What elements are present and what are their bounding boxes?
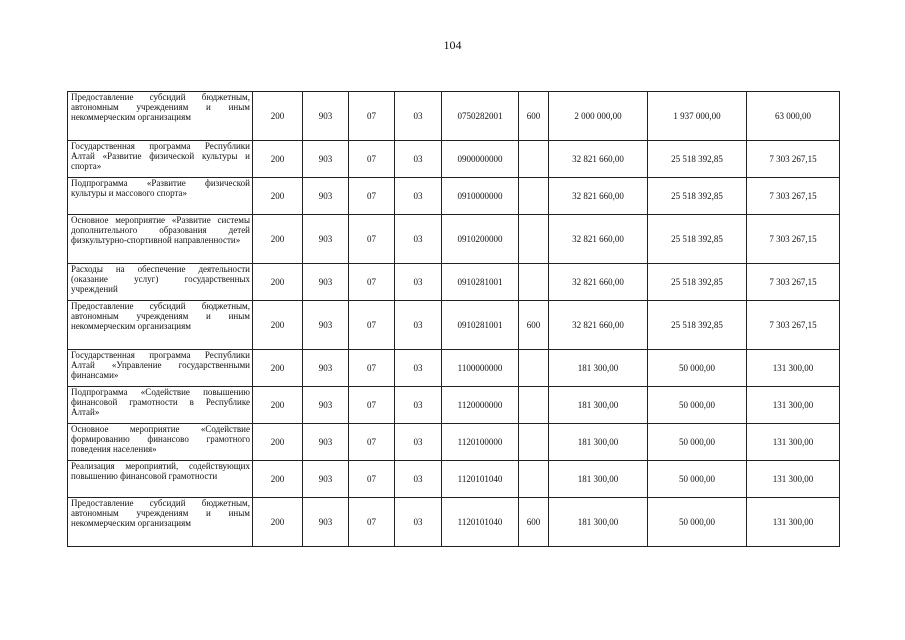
table-row bbox=[68, 301, 840, 350]
row-name: Расходы на обеспечение деятельности (оказание услуг) государственных учреждений bbox=[68, 264, 253, 301]
grbs-code: 200 bbox=[253, 141, 303, 178]
section-code: 07 bbox=[349, 387, 395, 424]
grbs-code: 200 bbox=[253, 461, 303, 498]
subsection-code: 03 bbox=[395, 301, 442, 350]
subsection-code: 03 bbox=[395, 92, 442, 141]
expense-type-code bbox=[519, 141, 549, 178]
expense-type-code: 600 bbox=[519, 92, 549, 141]
difference-amount: 7 303 267,15 bbox=[747, 301, 840, 350]
plan-amount: 181 300,00 bbox=[549, 498, 648, 547]
expense-type-code bbox=[519, 178, 549, 215]
plan-amount: 181 300,00 bbox=[549, 387, 648, 424]
row-name: Предоставление субсидий бюджетным, автономным учреждениям и иным некоммерческим организациям bbox=[68, 301, 253, 350]
plan-amount: 32 821 660,00 bbox=[549, 215, 648, 264]
row-name: Подпрограмма «Содействие повышению финансовой грамотности в Республике Алтай» bbox=[68, 387, 253, 424]
row-name: Государственная программа Республики Алтай «Управление государственными финансами» bbox=[68, 350, 253, 387]
grbs-code: 200 bbox=[253, 215, 303, 264]
plan-amount: 181 300,00 bbox=[549, 424, 648, 461]
table-row bbox=[68, 424, 840, 461]
section-code: 07 bbox=[349, 92, 395, 141]
row-name: Подпрограмма «Развитие физической культуры и массового спорта» bbox=[68, 178, 253, 215]
target-article-code: 0910281001 bbox=[442, 301, 519, 350]
page-number: 104 bbox=[443, 38, 462, 52]
row-name: Реализация мероприятий, содействующих повышению финансовой грамотности bbox=[68, 461, 253, 498]
table-row bbox=[68, 387, 840, 424]
subsection-code: 03 bbox=[395, 178, 442, 215]
target-article-code: 1100000000 bbox=[442, 350, 519, 387]
admin-code: 903 bbox=[303, 498, 349, 547]
row-name: Предоставление субсидий бюджетным, автономным учреждениям и иным некоммерческим организациям bbox=[68, 498, 253, 547]
row-name: Основное мероприятие «Содействие формированию финансово грамотного поведения населения» bbox=[68, 424, 253, 461]
row-name: Основное мероприятие «Развитие системы дополнительного образования детей физкультурно-спортивной направленности» bbox=[68, 215, 253, 264]
grbs-code: 200 bbox=[253, 301, 303, 350]
fact-amount: 25 518 392,85 bbox=[648, 301, 747, 350]
table-row bbox=[68, 178, 840, 215]
plan-amount: 32 821 660,00 bbox=[549, 178, 648, 215]
difference-amount: 131 300,00 bbox=[747, 387, 840, 424]
table-row bbox=[68, 264, 840, 301]
admin-code: 903 bbox=[303, 424, 349, 461]
table-row bbox=[68, 461, 840, 498]
fact-amount: 25 518 392,85 bbox=[648, 141, 747, 178]
target-article-code: 0910200000 bbox=[442, 215, 519, 264]
target-article-code: 0910000000 bbox=[442, 178, 519, 215]
subsection-code: 03 bbox=[395, 264, 442, 301]
section-code: 07 bbox=[349, 141, 395, 178]
difference-amount: 7 303 267,15 bbox=[747, 178, 840, 215]
table-row bbox=[68, 215, 840, 264]
subsection-code: 03 bbox=[395, 424, 442, 461]
plan-amount: 32 821 660,00 bbox=[549, 141, 648, 178]
section-code: 07 bbox=[349, 264, 395, 301]
expense-type-code bbox=[519, 461, 549, 498]
fact-amount: 50 000,00 bbox=[648, 350, 747, 387]
plan-amount: 2 000 000,00 bbox=[549, 92, 648, 141]
expense-type-code bbox=[519, 264, 549, 301]
plan-amount: 181 300,00 bbox=[549, 461, 648, 498]
table-row bbox=[68, 141, 840, 178]
section-code: 07 bbox=[349, 350, 395, 387]
difference-amount: 63 000,00 bbox=[747, 92, 840, 141]
subsection-code: 03 bbox=[395, 498, 442, 547]
admin-code: 903 bbox=[303, 350, 349, 387]
grbs-code: 200 bbox=[253, 178, 303, 215]
expense-type-code bbox=[519, 387, 549, 424]
subsection-code: 03 bbox=[395, 461, 442, 498]
difference-amount: 131 300,00 bbox=[747, 498, 840, 547]
section-code: 07 bbox=[349, 498, 395, 547]
section-code: 07 bbox=[349, 424, 395, 461]
expense-type-code bbox=[519, 424, 549, 461]
plan-amount: 32 821 660,00 bbox=[549, 264, 648, 301]
budget-table bbox=[67, 91, 840, 547]
subsection-code: 03 bbox=[395, 215, 442, 264]
admin-code: 903 bbox=[303, 461, 349, 498]
table-row bbox=[68, 350, 840, 387]
grbs-code: 200 bbox=[253, 350, 303, 387]
section-code: 07 bbox=[349, 178, 395, 215]
target-article-code: 0910281001 bbox=[442, 264, 519, 301]
section-code: 07 bbox=[349, 461, 395, 498]
target-article-code: 0750282001 bbox=[442, 92, 519, 141]
difference-amount: 131 300,00 bbox=[747, 350, 840, 387]
fact-amount: 50 000,00 bbox=[648, 461, 747, 498]
target-article-code: 1120100000 bbox=[442, 424, 519, 461]
admin-code: 903 bbox=[303, 141, 349, 178]
fact-amount: 25 518 392,85 bbox=[648, 178, 747, 215]
row-name: Предоставление субсидий бюджетным, автономным учреждениям и иным некоммерческим организациям bbox=[68, 92, 253, 141]
target-article-code: 1120101040 bbox=[442, 498, 519, 547]
admin-code: 903 bbox=[303, 301, 349, 350]
section-code: 07 bbox=[349, 215, 395, 264]
difference-amount: 131 300,00 bbox=[747, 461, 840, 498]
fact-amount: 50 000,00 bbox=[648, 424, 747, 461]
fact-amount: 50 000,00 bbox=[648, 498, 747, 547]
expense-type-code: 600 bbox=[519, 498, 549, 547]
fact-amount: 1 937 000,00 bbox=[648, 92, 747, 141]
subsection-code: 03 bbox=[395, 387, 442, 424]
admin-code: 903 bbox=[303, 215, 349, 264]
expense-type-code: 600 bbox=[519, 301, 549, 350]
target-article-code: 0900000000 bbox=[442, 141, 519, 178]
admin-code: 903 bbox=[303, 387, 349, 424]
fact-amount: 25 518 392,85 bbox=[648, 264, 747, 301]
fact-amount: 50 000,00 bbox=[648, 387, 747, 424]
fact-amount: 25 518 392,85 bbox=[648, 215, 747, 264]
subsection-code: 03 bbox=[395, 141, 442, 178]
admin-code: 903 bbox=[303, 178, 349, 215]
target-article-code: 1120101040 bbox=[442, 461, 519, 498]
difference-amount: 7 303 267,15 bbox=[747, 215, 840, 264]
admin-code: 903 bbox=[303, 92, 349, 141]
table-row bbox=[68, 92, 840, 141]
target-article-code: 1120000000 bbox=[442, 387, 519, 424]
difference-amount: 7 303 267,15 bbox=[747, 264, 840, 301]
grbs-code: 200 bbox=[253, 424, 303, 461]
admin-code: 903 bbox=[303, 264, 349, 301]
plan-amount: 181 300,00 bbox=[549, 350, 648, 387]
subsection-code: 03 bbox=[395, 350, 442, 387]
section-code: 07 bbox=[349, 301, 395, 350]
expense-type-code bbox=[519, 215, 549, 264]
difference-amount: 131 300,00 bbox=[747, 424, 840, 461]
plan-amount: 32 821 660,00 bbox=[549, 301, 648, 350]
table-body bbox=[68, 92, 840, 547]
grbs-code: 200 bbox=[253, 387, 303, 424]
grbs-code: 200 bbox=[253, 92, 303, 141]
expense-type-code bbox=[519, 350, 549, 387]
grbs-code: 200 bbox=[253, 498, 303, 547]
row-name: Государственная программа Республики Алтай «Развитие физической культуры и спорта» bbox=[68, 141, 253, 178]
table-row bbox=[68, 498, 840, 547]
difference-amount: 7 303 267,15 bbox=[747, 141, 840, 178]
grbs-code: 200 bbox=[253, 264, 303, 301]
